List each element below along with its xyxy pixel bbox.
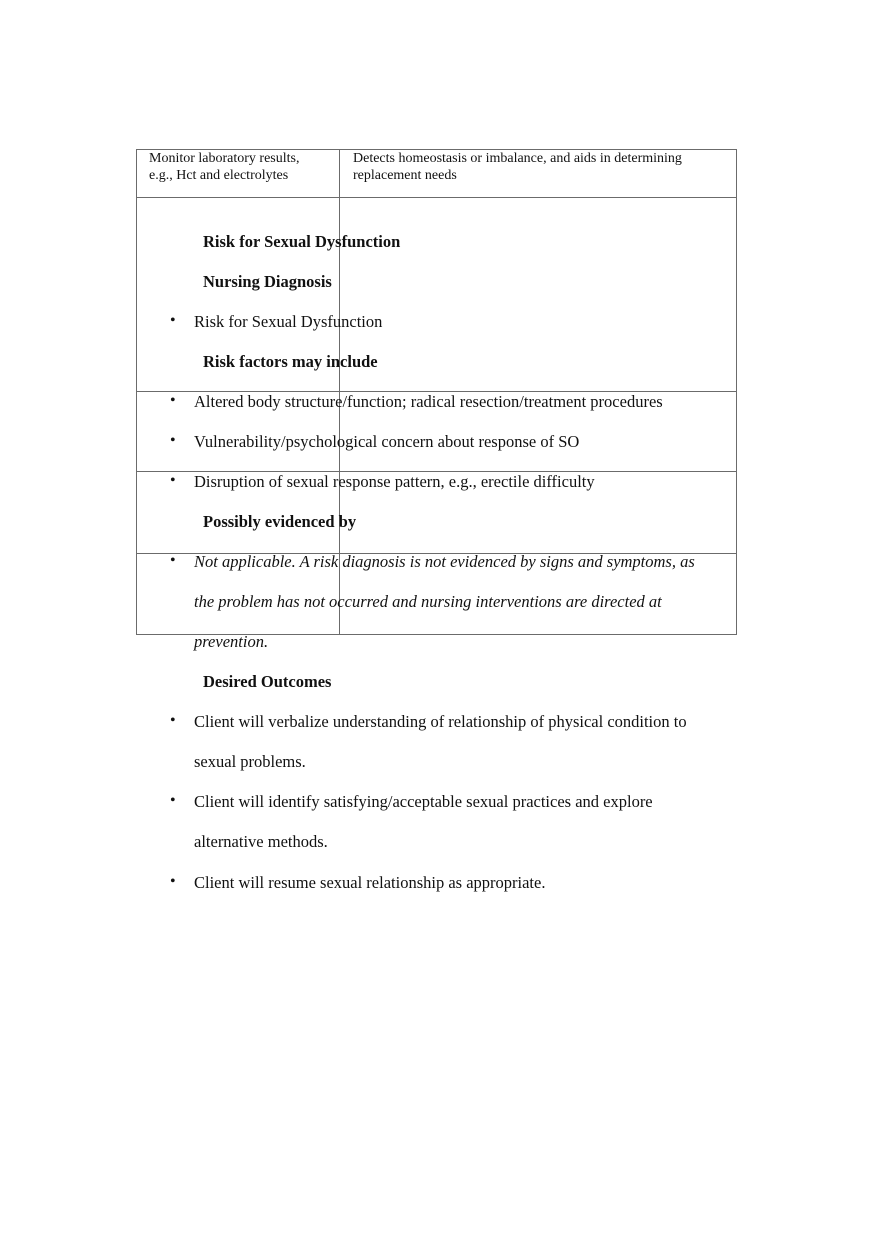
evidence-text-continued: the problem has not occurred and nursing interventions are directed at <box>194 592 662 611</box>
risk-factor-item: Altered body structure/function; radical resection/treatment procedures <box>194 392 663 411</box>
bullet: • <box>170 432 176 449</box>
bullet: • <box>170 792 176 809</box>
table-border-right <box>736 149 737 635</box>
risk-factor-item: Disruption of sexual response pattern, e.g., erectile difficulty <box>194 472 595 491</box>
table-cell-rationale <box>353 150 682 184</box>
nursing-diagnosis-item: Risk for Sexual Dysfunction <box>194 312 383 331</box>
bullet: • <box>170 552 176 569</box>
table-row-divider <box>136 197 737 198</box>
cell-line: e.g., Hct and electrolytes <box>149 168 289 183</box>
outcome-item: Client will verbalize understanding of relationship of physical condition to <box>194 712 687 731</box>
outcome-item: Client will resume sexual relationship as appropriate. <box>194 873 546 892</box>
table-border-left <box>136 149 137 635</box>
evidence-text-continued: prevention. <box>194 632 269 651</box>
bullet: • <box>170 873 176 890</box>
outcome-item-continued: alternative methods. <box>194 832 328 851</box>
desired-outcomes-heading: Desired Outcomes <box>203 672 332 691</box>
cell-line: replacement needs <box>353 168 457 183</box>
bullet: • <box>170 472 176 489</box>
table-cell-intervention <box>149 150 299 184</box>
evidence-heading: Possibly evidenced by <box>203 512 357 531</box>
risk-factor-item: Vulnerability/psychological concern about response of SO <box>194 432 580 451</box>
outcome-item: Client will identify satisfying/acceptable sexual practices and explore <box>194 792 653 811</box>
section-title: Risk for Sexual Dysfunction <box>203 232 401 251</box>
cell-line: Detects homeostasis or imbalance, and aids in determining <box>353 151 682 166</box>
cell-line: Monitor laboratory results, <box>149 151 300 166</box>
outcome-item-continued: sexual problems. <box>194 752 306 771</box>
risk-factors-heading: Risk factors may include <box>203 352 378 371</box>
bullet: • <box>170 392 176 409</box>
evidence-text: Not applicable. A risk diagnosis is not evidenced by signs and symptoms, as <box>194 552 695 571</box>
nursing-diagnosis-heading: Nursing Diagnosis <box>203 272 332 291</box>
bullet: • <box>170 312 176 329</box>
bullet: • <box>170 712 176 729</box>
